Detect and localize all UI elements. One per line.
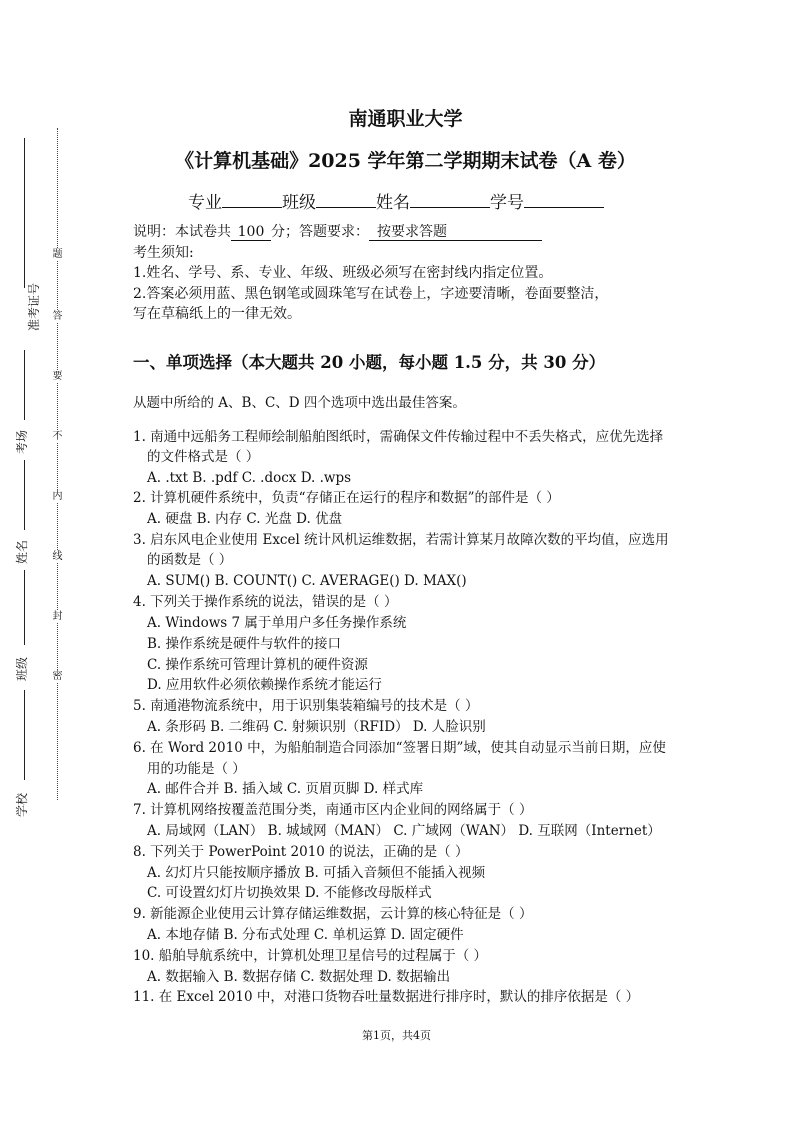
question-4-option-d: D. 应用软件必须依赖操作系统才能运行	[147, 677, 382, 693]
question-6-options: A. 邮件合并 B. 插入域 C. 页眉页脚 D. 样式库	[147, 781, 424, 797]
question-3: 3. 启东风电企业使用 Excel 统计风机运维数据，若需计算某月故障次数的平均值，应选用	[133, 532, 669, 548]
class-blank[interactable]	[316, 190, 376, 208]
side-label-exam-number: 准考证号	[27, 282, 42, 332]
section-title: 一、单项选择（本大题共 20 小题，每小题 1.5 分，共 30 分）	[133, 353, 606, 372]
question-9-options: A. 本地存储 B. 分布式处理 C. 单机运算 D. 固定硬件	[147, 927, 464, 943]
note-prefix: 说明：本试卷共	[133, 224, 231, 240]
side-label-school: 学校	[15, 792, 30, 818]
field-label-major: 专业	[188, 193, 222, 213]
exam-title: 《计算机基础》2025 学年第二学期期末试卷（A 卷）	[175, 150, 636, 172]
question-7: 7. 计算机网络按覆盖范围分类，南通市区内企业间的网络属于（ ）	[133, 802, 533, 818]
school-name: 南通职业大学	[348, 108, 463, 130]
seal-char: 封	[52, 611, 63, 622]
question-10-options: A. 数据输入 B. 数据存储 C. 数据处理 D. 数据输出	[147, 969, 451, 985]
question-5: 5. 南通港物流系统中，用于识别集装箱编号的技术是（ ）	[133, 698, 479, 714]
side-label-class: 班级	[15, 656, 30, 682]
notice-item-2a: 2.答案必须用蓝、黑色钢笔或圆珠笔写在试卷上，字迹要清晰，卷面要整洁，	[133, 286, 609, 302]
section-intro: 从题中所给的 A、B、C、D 四个选项中选出最佳答案。	[133, 395, 466, 411]
seal-char: 要	[52, 371, 63, 382]
seal-char: 不	[52, 431, 63, 442]
student-id-blank[interactable]	[524, 190, 604, 208]
binding-margin	[0, 0, 80, 1122]
question-8-options-ab: A. 幻灯片只能按顺序播放 B. 可插入音频但不能插入视频	[147, 865, 486, 881]
seal-char: 密	[52, 671, 63, 682]
question-8: 8. 下列关于 PowerPoint 2010 的说法，正确的是（ ）	[133, 844, 469, 860]
question-4-option-b: B. 操作系统是硬件与软件的接口	[147, 636, 342, 652]
question-2: 2. 计算机硬件系统中，负责“存储正在运行的程序和数据”的部件是（ ）	[133, 490, 560, 506]
question-6: 6. 在 Word 2010 中，为船舶制造合同添加“签署日期”域，使其自动显示当前日期，应使	[133, 740, 666, 756]
total-score: 100	[231, 225, 271, 241]
note-mid: 分；答题要求：	[271, 224, 369, 240]
notice-title: 考生须知:	[133, 245, 194, 261]
question-4-option-a: A. Windows 7 属于单用户多任务操作系统	[147, 615, 407, 631]
question-11: 11. 在 Excel 2010 中，对港口货物吞吐量数据进行排序时，默认的排序依据是（ ）	[133, 989, 640, 1005]
question-9: 9. 新能源企业使用云计算存储运维数据，云计算的核心特征是（ ）	[133, 906, 533, 922]
question-4-option-c: C. 操作系统可管理计算机的硬件资源	[147, 657, 368, 673]
side-label-exam-room: 考场	[15, 429, 30, 455]
seal-char: 题	[52, 249, 63, 260]
field-label-class: 班级	[282, 193, 316, 213]
field-label-name: 姓名	[376, 193, 410, 213]
side-label-name: 姓名	[15, 539, 30, 565]
question-5-options: A. 条形码 B. 二维码 C. 射频识别（RFID） D. 人脸识别	[147, 719, 486, 735]
seal-char: 内	[52, 491, 63, 502]
question-4: 4. 下列关于操作系统的说法，错误的是（ ）	[133, 594, 398, 610]
student-info-fields	[188, 188, 604, 213]
question-10: 10. 船舶导航系统中，计算机处理卫星信号的过程属于（ ）	[133, 948, 488, 964]
name-blank[interactable]	[410, 190, 490, 208]
field-label-student-id: 学号	[490, 193, 524, 213]
answer-requirement: 按要求答题	[369, 225, 542, 241]
question-1-cont: 的文件格式是（ ）	[147, 449, 260, 465]
question-6-cont: 用的功能是（ ）	[147, 761, 246, 777]
question-2-options: A. 硬盘 B. 内存 C. 光盘 D. 优盘	[147, 511, 343, 527]
page-footer: 第1页，共4页	[362, 1029, 431, 1042]
seal-char: 答	[52, 311, 63, 322]
question-3-cont: 的函数是（ ）	[147, 552, 233, 568]
question-3-options: A. SUM() B. COUNT() C. AVERAGE() D. MAX()	[147, 573, 467, 589]
question-8-options-cd: C. 可设置幻灯片切换效果 D. 不能修改母版样式	[147, 885, 432, 901]
notice-item-2b: 写在草稿纸上的一律无效。	[133, 306, 301, 322]
seal-char: 线	[52, 551, 63, 562]
seal-dotted-line	[57, 128, 58, 800]
notice-item-1: 1.姓名、学号、系、专业、年级、班级必须写在密封线内指定位置。	[133, 265, 553, 281]
question-1: 1. 南通中远船务工程师绘制船舶图纸时，需确保文件传输过程中不丢失格式，应优先选择	[133, 429, 664, 445]
question-7-options: A. 局域网（LAN） B. 城域网（MAN） C. 广域网（WAN） D. 互联网（Internet）	[147, 823, 661, 839]
question-1-options: A. .txt B. .pdf C. .docx D. .wps	[147, 470, 352, 486]
exam-note	[133, 223, 542, 241]
major-blank[interactable]	[222, 190, 282, 208]
